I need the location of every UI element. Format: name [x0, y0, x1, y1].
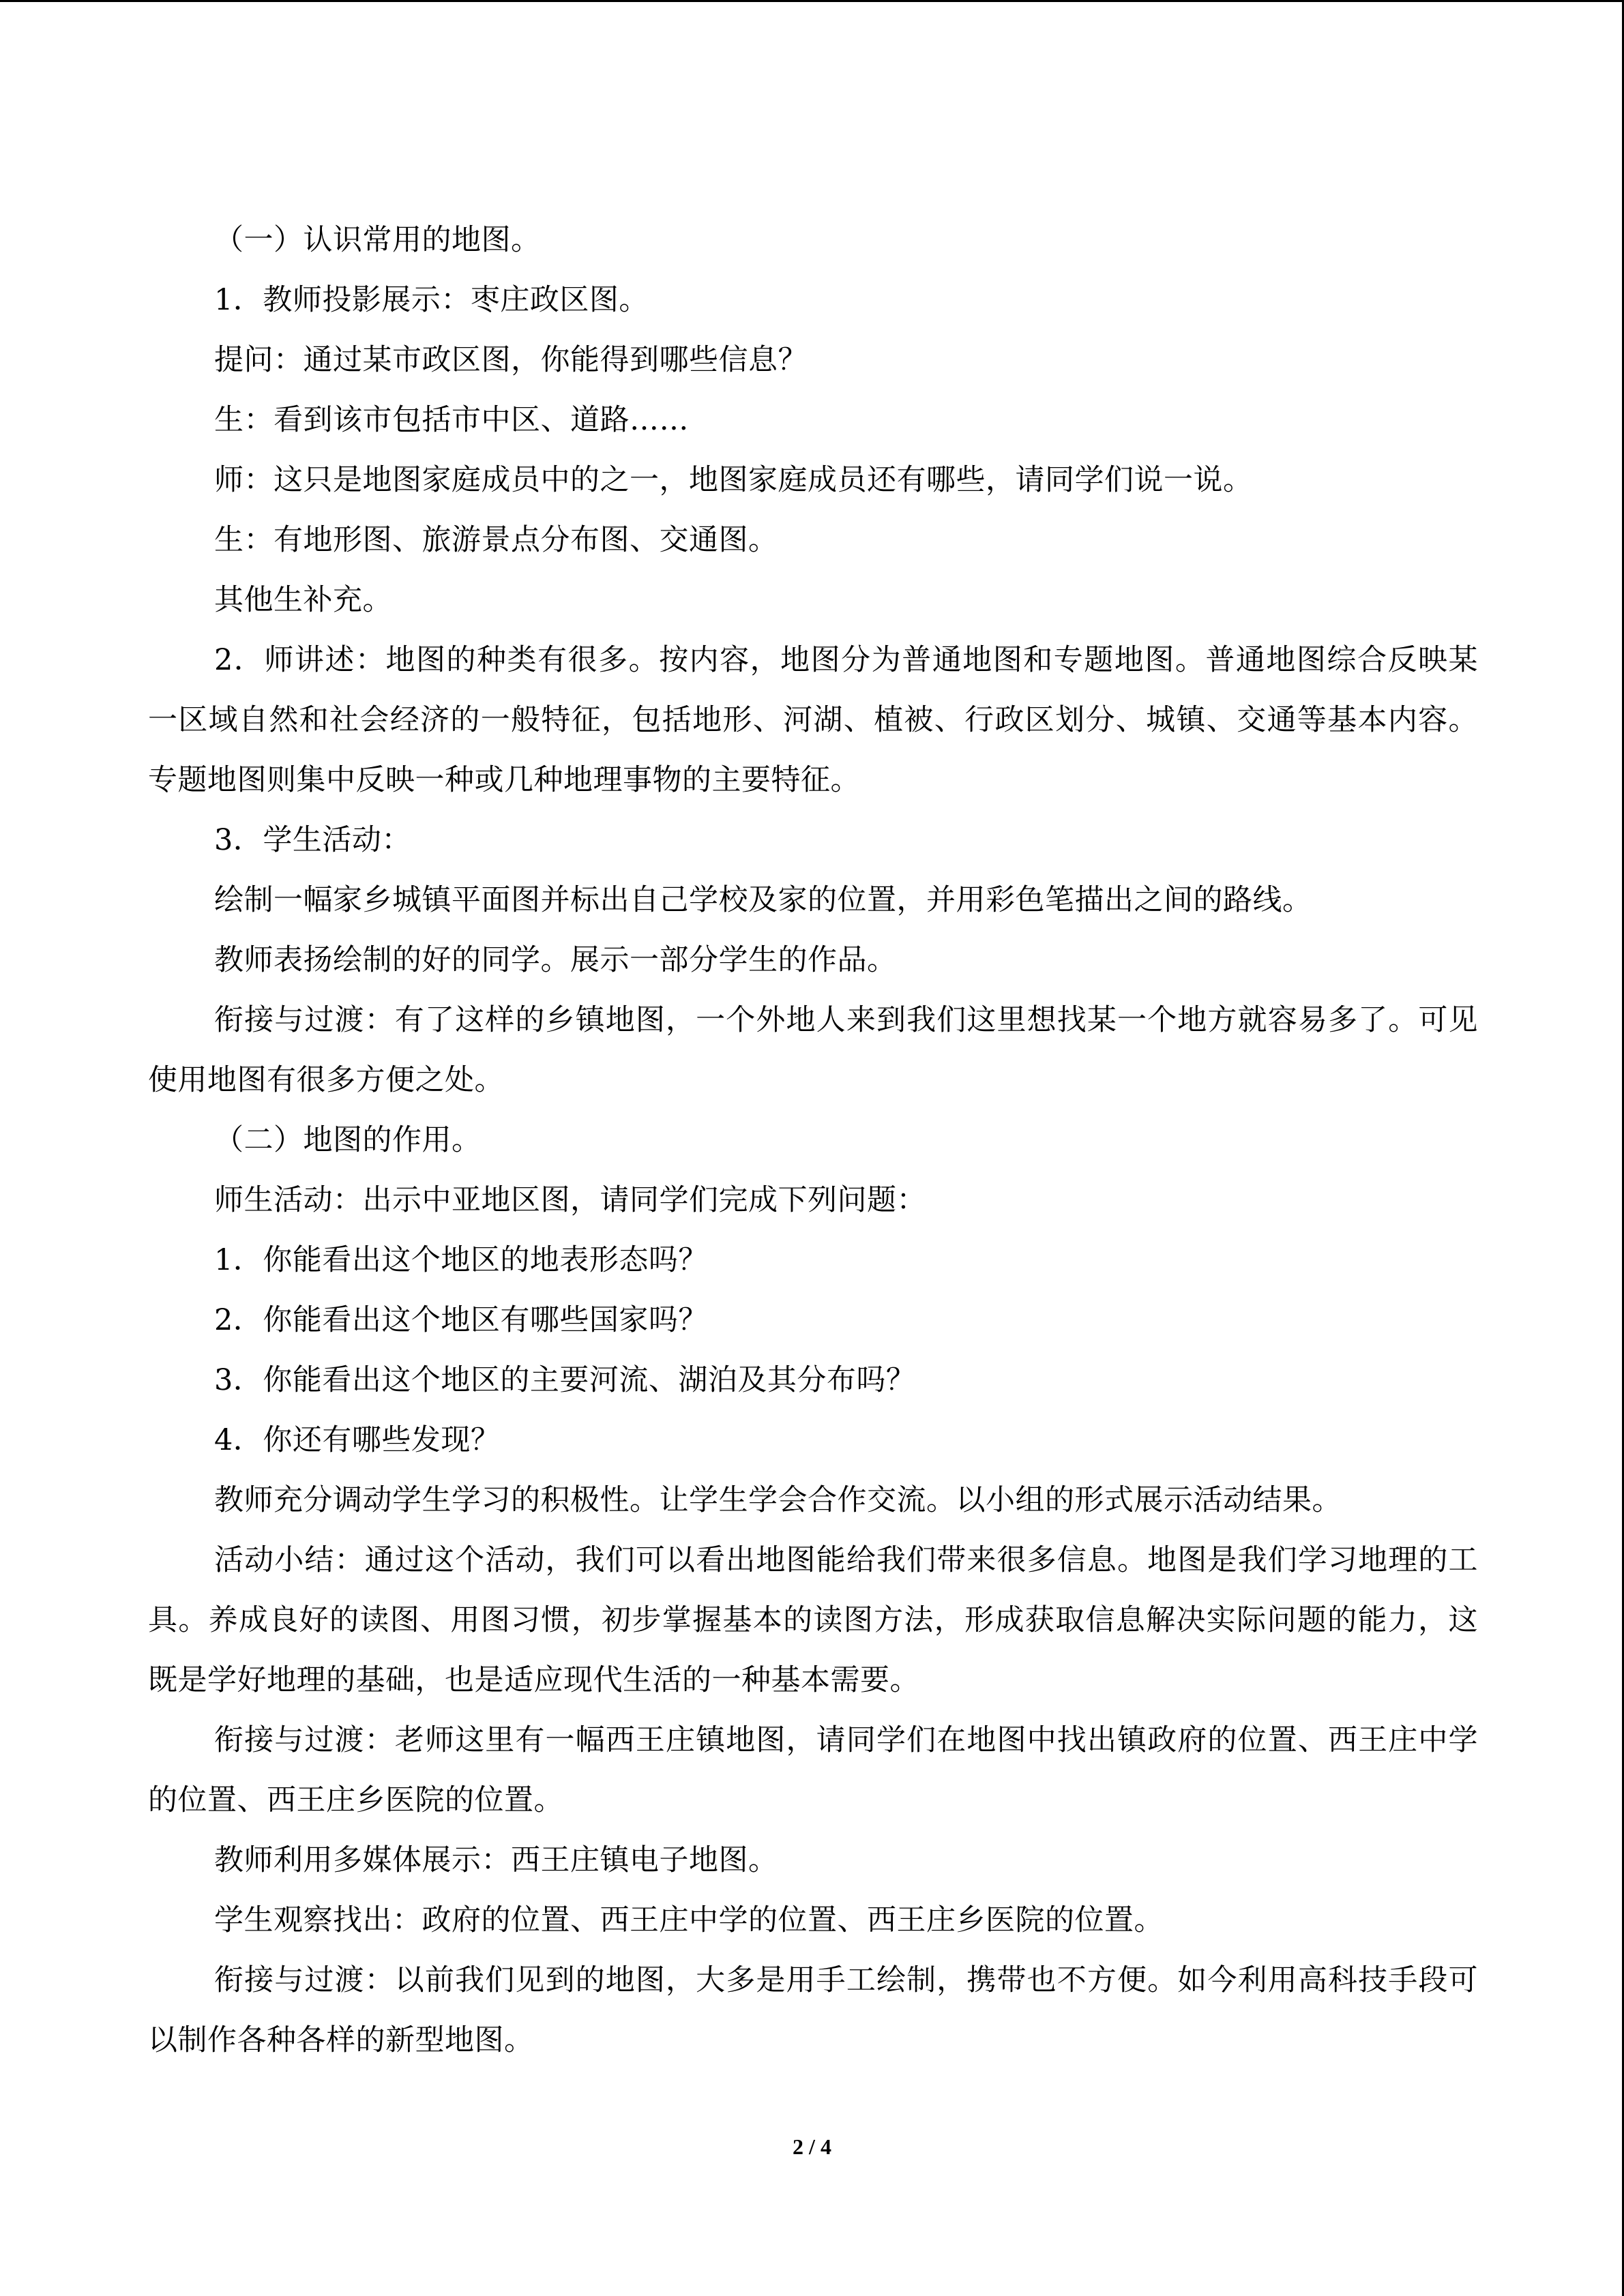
paragraph: （二）地图的作用。	[214, 1123, 482, 1157]
page-number: 2 / 4	[793, 2134, 831, 2159]
paragraph: 4．你还有哪些发现？	[214, 1423, 501, 1457]
paragraph: 绘制一幅家乡城镇平面图并标出自己学校及家的位置，并用彩色笔描出之间的路线。	[214, 883, 1312, 917]
paragraph: 提问：通过某市政区图，你能得到哪些信息？	[214, 343, 808, 377]
paragraph: 2．你能看出这个地区有哪些国家吗？	[214, 1303, 708, 1337]
paragraph: 学生观察找出：政府的位置、西王庄中学的位置、西王庄乡医院的位置。	[214, 1903, 1164, 1937]
paragraph: 教师充分调动学生学习的积极性。让学生学会合作交流。以小组的形式展示活动结果。	[214, 1483, 1342, 1517]
paragraph: 1．教师投影展示：枣庄政区图。	[214, 283, 649, 317]
paragraph: 1．你能看出这个地区的地表形态吗？	[214, 1243, 708, 1277]
paragraph: 2．师讲述：地图的种类有很多。按内容，地图分为普通地图和专题地图。普通地图综合反映某一区域自然和社会经济的一般特征，包括地形、河湖、植被、行政区划分、城镇、交通等基本内容。专题地图则集中反映一种或几种地理事物的主要特征。	[148, 643, 1478, 797]
paragraph: 其他生补充。	[214, 583, 392, 617]
paragraph: 3．学生活动：	[214, 823, 411, 857]
paragraph: 活动小结：通过这个活动，我们可以看出地图能给我们带来很多信息。地图是我们学习地理的工具。养成良好的读图、用图习惯，初步掌握基本的读图方法，形成获取信息解决实际问题的能力，这既是学好地理的基础，也是适应现代生活的一种基本需要。	[148, 1543, 1478, 1697]
paragraph: 师生活动：出示中亚地区图，请同学们完成下列问题：	[214, 1183, 926, 1217]
paragraph: 教师利用多媒体展示：西王庄镇电子地图。	[214, 1843, 778, 1877]
paragraph: 生：看到该市包括市中区、道路……	[214, 403, 689, 437]
paragraph: 衔接与过渡：以前我们见到的地图，大多是用手工绘制，携带也不方便。如今利用高科技手段可以制作各种各样的新型地图。	[148, 1963, 1478, 2057]
paragraph: 衔接与过渡：有了这样的乡镇地图，一个外地人来到我们这里想找某一个地方就容易多了。可见使用地图有很多方便之处。	[148, 1003, 1478, 1097]
paragraph: 3．你能看出这个地区的主要河流、湖泊及其分布吗？	[214, 1363, 916, 1397]
document-body	[148, 210, 1478, 2070]
paragraph: 师：这只是地图家庭成员中的之一，地图家庭成员还有哪些，请同学们说一说。	[214, 463, 1253, 497]
paragraph: 生：有地形图、旅游景点分布图、交通图。	[214, 523, 778, 557]
paragraph: 教师表扬绘制的好的同学。展示一部分学生的作品。	[214, 943, 897, 977]
paragraph: （一）认识常用的地图。	[214, 223, 541, 257]
paragraph: 衔接与过渡：老师这里有一幅西王庄镇地图，请同学们在地图中找出镇政府的位置、西王庄中学的位置、西王庄乡医院的位置。	[148, 1723, 1478, 1817]
